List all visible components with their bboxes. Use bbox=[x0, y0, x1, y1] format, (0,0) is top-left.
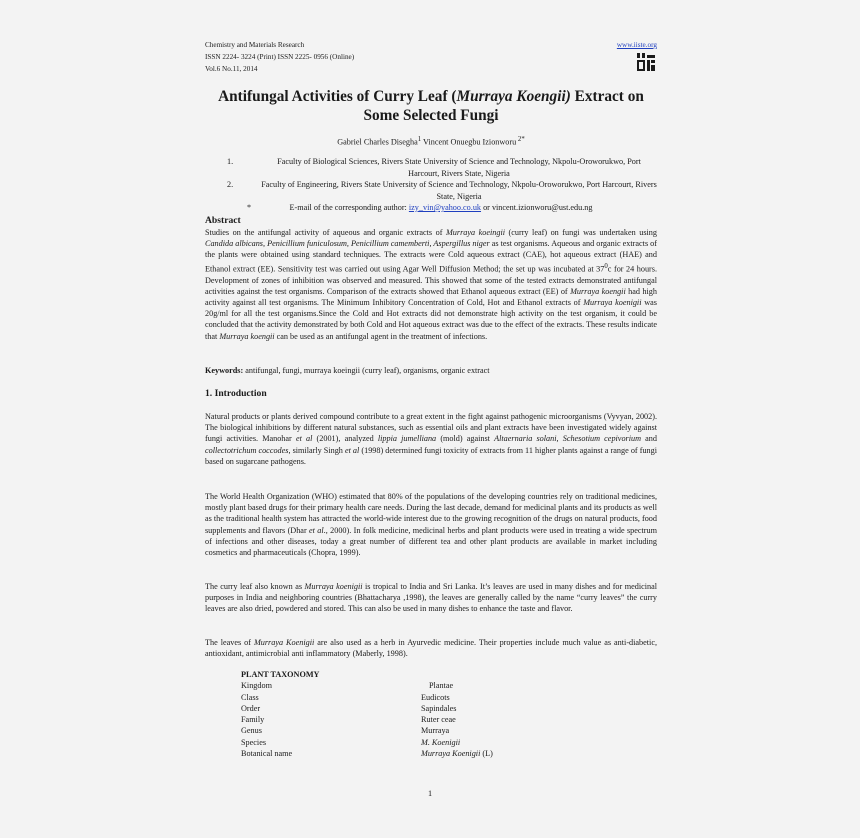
abstract-heading: Abstract bbox=[205, 215, 241, 226]
plant-taxonomy-table bbox=[241, 669, 541, 759]
taxonomy-row: Species M. Koenigii bbox=[241, 737, 461, 747]
author-2: Vincent Onuegbu Izionworu bbox=[421, 137, 517, 147]
author-line: Gabriel Charles Disegha$^1$ Vincent Onuegbu Izionworu $^{2*}$ bbox=[337, 136, 525, 147]
taxonomy-heading: PLANT TAXONOMY bbox=[241, 670, 320, 679]
journal-header bbox=[205, 39, 657, 75]
taxonomy-row: Order Sapindales bbox=[241, 703, 457, 713]
intro-paragraph-4: The leaves of Murraya Koenigii are also used as a herb in Ayurvedic medicine. Their properties include much value as anti-diabetic, antioxidant, antimicrobial anti inflammatory (Maberly, 1998). bbox=[205, 638, 658, 659]
intro-heading: 1. Introduction bbox=[205, 388, 267, 399]
journal-issn: ISSN 2224- 3224 (Print) ISSN 2225- 0956 (Online) bbox=[205, 53, 355, 61]
keywords: Keywords: antifungal, fungi, murraya koeingii (curry leaf), organisms, organic extract bbox=[205, 366, 490, 375]
affiliation-2: 2. Faculty of Engineering, Rivers State University of Science and Technology, Nkpolu-Oroworukwo, Port Harcourt, Rivers State, Nigeria bbox=[227, 180, 657, 201]
author-1: Gabriel Charles Disegha bbox=[337, 137, 418, 147]
email-link-1[interactable]: izy_vin@yahoo.co.uk bbox=[408, 203, 482, 212]
iiste-logo-icon bbox=[636, 52, 656, 72]
intro-paragraph-2: The World Health Organization (WHO) estimated that 80% of the populations of the developing countries rely on traditional medicines, mostly plant based drugs for their primary health care needs. During the last decade, demand for medicinal plants and its products as well as the traditional health system has attracted the world-wide interest due to the growing recognition of the drugs on natural products, food supplements and flavors (Dhar et al., 2000). In folk medicine, medicinal herbs and plant products were used in treating a wide spectrum of infections and other diseases, today a great number of different tea and other plant products are available in market including cosmetics and pharmaceuticals (Chopra, 1999). bbox=[205, 492, 657, 558]
email-2: vincent.izionworu@ust.edu.ng bbox=[491, 203, 593, 212]
corresponding-email: * E-mail of the corresponding author: izy_vin@yahoo.co.uk or vincent.izionworu@ust.edu.ng bbox=[247, 203, 593, 212]
paper-title: Antifungal Activities of Curry Leaf (Murraya Koengii) Extract on Some Selected Fungi bbox=[218, 88, 644, 124]
taxonomy-row: Kingdom Plantae bbox=[241, 681, 454, 691]
taxonomy-row: Genus Murraya bbox=[241, 726, 450, 736]
journal-website-link[interactable]: www.iiste.org bbox=[616, 41, 657, 49]
taxonomy-row: Botanical name Murraya Koenigii (L) bbox=[241, 749, 493, 759]
affiliations bbox=[205, 156, 657, 214]
taxonomy-row: Family Ruter ceae bbox=[241, 715, 456, 725]
journal-name: Chemistry and Materials Research bbox=[205, 41, 305, 49]
abstract-text: Studies on the antifungal activity of aqueous and organic extracts of Murraya koeingii (curry leaf) on fungi was undertaken using Candida albicans, Penicillium funiculosum, Penicillium camemberti, Aspergillus niger as test organisms. Aqueous and organic extracts of the plants were obtained using standard techniques. The extracts were Cold aqueous extract (CAE), hot aqueous extract (HAE) and Ethanol extract (EE). Sensitivity test was carried out using Agar Well Diffusion Method; the set up was incubated at $37^0c$ for 24 hours. Development of zones of inhibition was observed and measured. This showed that some of the tested extracts demonstrated antifungal activities against the test organisms. Comparison of the extracts showed that Ethanol aqueous extract (EE) of Murraya koengii had high activity against all test organisms. The Minimum Inhibitory Concentration of Cold, Hot and Ethanol extracts of Murraya koenigii was 20g/ml for all the test organisms.Since the Cold and Hot extracts did not demonstrate high activity on the test organism, it could be concluded that the activity demonstrated by both Cold and Hot aqueous extract was due to the effect of the extracts. These results indicate that Murraya koengii can be used as an antifungal agent in the treatment of infections. bbox=[205, 228, 658, 341]
intro-paragraph-1: Natural products or plants derived compound contribute to a great extent in the fight against pathogenic microorganisms (Vyvyan, 2002). The biological inhibitions by different natural substances, such as essential oils and plant extracts have been investigated widely against fungi activities. Manohar et al (2001), analyzed lippia jumelliana (mold) against Altaernaria solani, Schesotium cepivorium and collectotrichum coccodes, similarly Singh et al (1998) determined fungi toxicity of extracts from 11 higher plants against a range of fungi based on sugarcane pathogens. bbox=[205, 412, 658, 466]
affiliation-1: 1. Faculty of Biological Sciences, Rivers State University of Science and Technology, Nkpolu-Oroworukwo, Port Harcourt, Rivers State, Nigeria bbox=[227, 157, 641, 178]
page-number: 1 bbox=[427, 789, 433, 798]
intro-paragraph-3: The curry leaf also known as Murraya koenigii is tropical to India and Sri Lanka. It’s leaves are used in many dishes and for medicinal purposes in India and neighboring countries (Bhattacharya ,1998), the leaves are generally called by the name “curry leaves” the curry leaves are also dried, powdered and stored. This can also be used in many dishes to enhance the taste and flavor. bbox=[205, 582, 658, 614]
taxonomy-row: Class Eudicots bbox=[241, 692, 450, 702]
journal-volume: Vol.6 No.11, 2014 bbox=[205, 65, 258, 73]
